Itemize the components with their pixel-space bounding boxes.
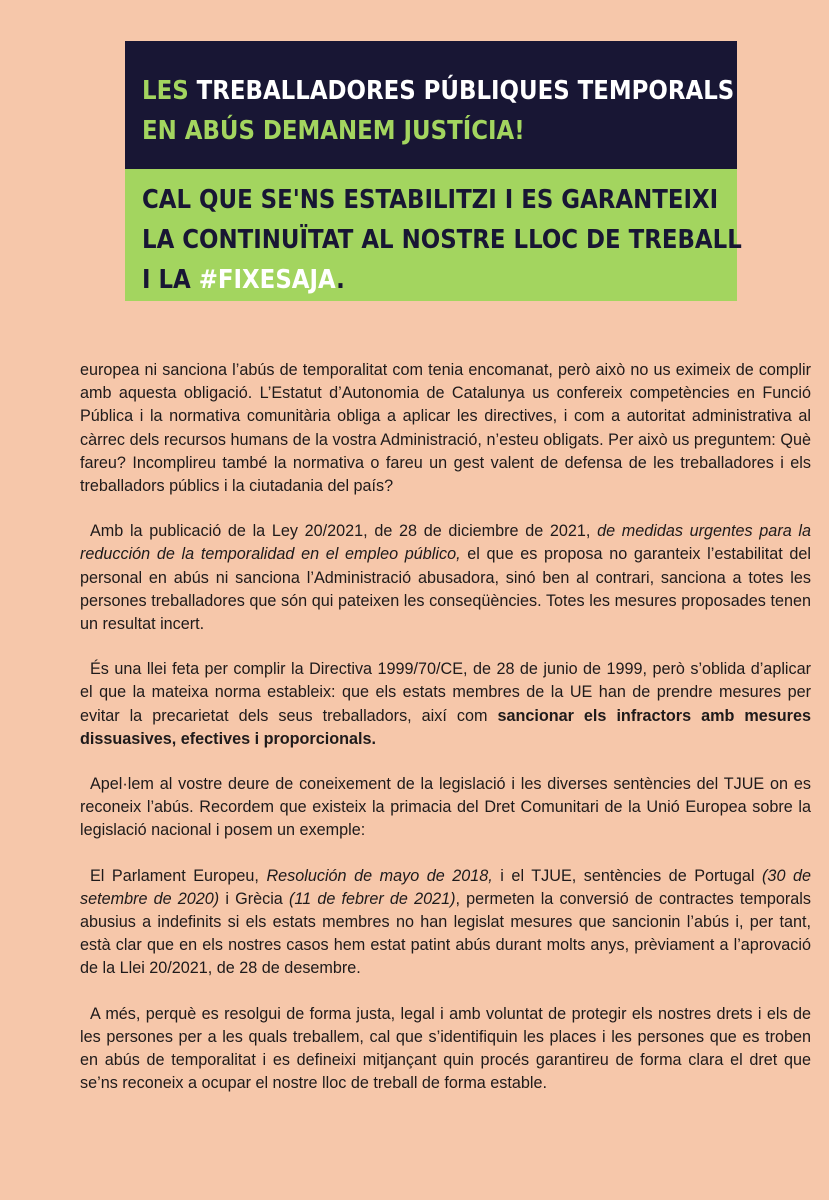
campaign-banner	[125, 41, 742, 301]
paragraph-2: Amb la publicació de la Ley 20/2021, de 28 de diciembre de 2021, de medidas urgentes para la reducción de la temporalidad en el empleo público, el que es proposa no garanteix l’estabilitat del personal en abús ni sanciona l’Administració abusadora, sinó ben al contrari, sanciona a totes les persones treballadores que són qui pateixen les conseqüències. Totes les mesures proposades tenen un resultat incert.	[80, 522, 811, 634]
paragraph-1: europea ni sanciona l’abús de temporalitat com tenia encomanat, però això no us eximeix de complir amb aquesta obligació. L’Estatut d’Autonomia de Catalunya us confereix competències en Funció Pública i la normativa comunitària obliga a aplicar les directives, i com a autoritat administrativa al càrrec dels recursos humans de la vostra Administració, n’esteu obligats. Per això us preguntem: Què fareu? Incomplireu també la normativa o fareu un gest valent de defensa de les treballadores i els treballadors públics i la ciutadania del país?	[80, 361, 811, 496]
headline-line-1: LES TREBALLADORES PÚBLIQUES TEMPORALS	[142, 76, 735, 106]
demand-line-1: CAL QUE SE'NS ESTABILITZI I ES GARANTEIXI	[142, 185, 719, 215]
letter-body	[80, 359, 811, 1117]
hashtag: #FIXESAJA	[198, 265, 337, 295]
demand-line-3: I LA #FIXESAJA.	[142, 265, 345, 295]
banner-headline	[125, 41, 737, 169]
headline-line-2: EN ABÚS DEMANEM JUSTÍCIA!	[142, 116, 525, 146]
paragraph-5: El Parlament Europeu, Resolución de mayo de 2018, i el TJUE, sentències de Portugal (30 de setembre de 2020) i Grècia (11 de febrer de 2021), permeten la conversió de contractes temporals abusius a indefinits si els estats membres no han legislat mesures que sancionin l’abús i, per tant, està clar que en els nostres casos hem estat patint abús durant molts anys, prèviament a l’aprovació de la Llei 20/2021, de 28 de desembre.	[80, 866, 811, 978]
emphasis-sanctions: sancionar els infractors amb mesures dissuasives, efectives i proporcionals.	[80, 706, 811, 748]
paragraph-4: Apel·lem al vostre deure de coneixement de la legislació i les diverses sentències del TJUE on es reconeix l’abús. Recordem que existeix la primacia del Dret Comunitari de la Unió Europea sobre la legislació nacional i posem un exemple:	[80, 775, 811, 840]
banner-demand	[125, 169, 742, 301]
paragraph-6: A més, perquè es resolgui de forma justa, legal i amb voluntat de protegir els nostres drets i els de les persones per a les quals treballem, cal que s’identifiquin les places i les persones que es troben en abús de temporalitat i es defineixi mitjançant quin procés garantireu de forma clara el dret que se’ns reconeix a ocupar el nostre lloc de treball de forma estable.	[80, 1004, 811, 1093]
demand-line-2: LA CONTINUÏTAT AL NOSTRE LLOC DE TREBALL	[142, 225, 742, 255]
paragraph-3: És una llei feta per complir la Directiva 1999/70/CE, de 28 de junio de 1999, però s’oblida d’aplicar el que la mateixa norma estableix: que els estats membres de la UE han de prendre mesures per evitar la precarietat dels seus treballadors, així com sancionar els infractors amb mesures dissuasives, efectives i proporcionals.	[80, 660, 811, 748]
